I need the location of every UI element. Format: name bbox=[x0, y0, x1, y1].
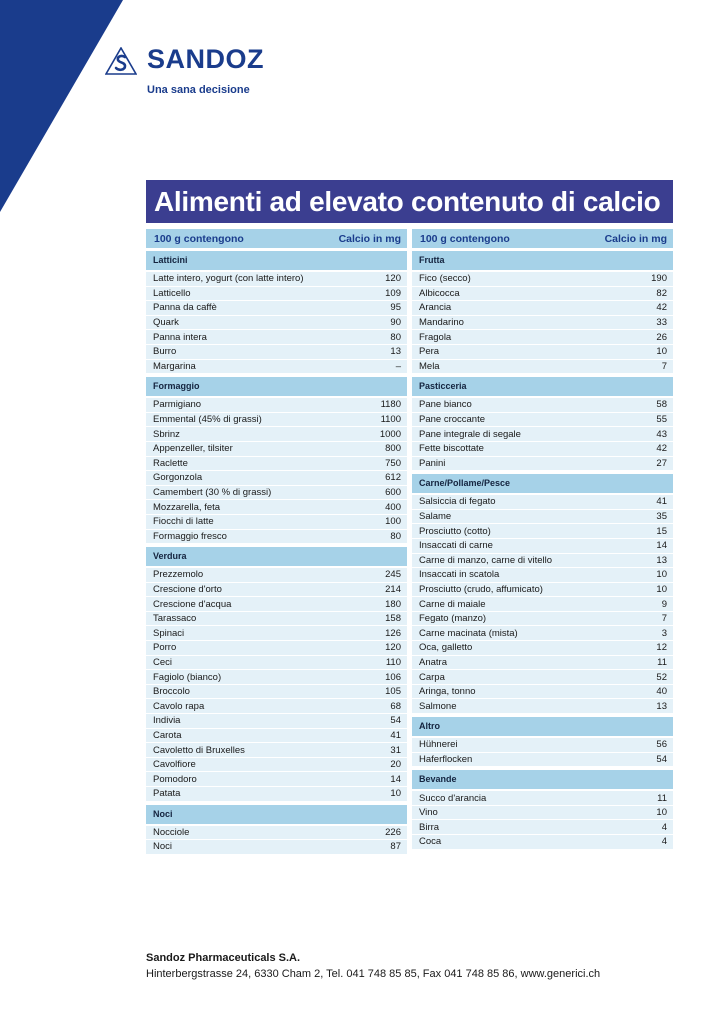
table-row bbox=[146, 840, 407, 855]
category-group bbox=[412, 251, 673, 374]
table-row bbox=[412, 345, 673, 360]
calcium-value: 43 bbox=[656, 428, 667, 440]
column-header bbox=[146, 229, 407, 248]
calcium-value: 110 bbox=[385, 656, 401, 668]
category-header: Bevande bbox=[412, 770, 673, 789]
food-name: Formaggio fresco bbox=[153, 530, 227, 542]
table-row bbox=[146, 612, 407, 627]
calcium-value: 14 bbox=[656, 540, 667, 552]
food-name: Succo d'arancia bbox=[419, 792, 487, 804]
food-name: Mela bbox=[419, 360, 440, 372]
category-header: Altro bbox=[412, 717, 673, 736]
food-name: Coca bbox=[419, 836, 442, 848]
calcium-value: 42 bbox=[656, 443, 667, 455]
calcium-value: 54 bbox=[656, 753, 667, 765]
food-name: Fette biscottate bbox=[419, 443, 484, 455]
calcium-value: – bbox=[395, 360, 401, 372]
table-row bbox=[412, 791, 673, 806]
category-header: Noci bbox=[146, 805, 407, 824]
calcium-value: 214 bbox=[385, 583, 401, 595]
calcium-value: 109 bbox=[385, 287, 401, 299]
table-row bbox=[412, 413, 673, 428]
table-row bbox=[412, 330, 673, 345]
food-name: Pane bianco bbox=[419, 399, 472, 411]
calcium-value: 7 bbox=[661, 613, 667, 625]
table-row bbox=[412, 568, 673, 583]
category-group bbox=[146, 547, 407, 802]
food-name: Gorgonzola bbox=[153, 472, 203, 484]
food-name: Panna da caffè bbox=[153, 302, 217, 314]
calcium-value: 800 bbox=[385, 443, 401, 455]
calcium-value: 612 bbox=[385, 472, 401, 484]
calcium-value: 7 bbox=[661, 360, 667, 372]
food-name: Tarassaco bbox=[153, 613, 197, 625]
food-name: Pane integrale di segale bbox=[419, 428, 521, 440]
calcium-value: 33 bbox=[656, 317, 667, 329]
table-row bbox=[146, 457, 407, 472]
calcium-value: 120 bbox=[385, 273, 401, 285]
food-name: Prezzemolo bbox=[153, 569, 204, 581]
table-row bbox=[412, 316, 673, 331]
table-row bbox=[412, 685, 673, 700]
table-row bbox=[412, 442, 673, 457]
food-name: Noci bbox=[153, 841, 173, 853]
table-row bbox=[412, 539, 673, 554]
food-name: Panna intera bbox=[153, 331, 207, 343]
table-row bbox=[146, 442, 407, 457]
table-row bbox=[412, 670, 673, 685]
food-name: Carne di maiale bbox=[419, 598, 486, 610]
food-name: Pane croccante bbox=[419, 414, 486, 426]
table-row bbox=[412, 612, 673, 627]
food-name: Aringa, tonno bbox=[419, 686, 476, 698]
category-group bbox=[146, 251, 407, 374]
food-name: Pomodoro bbox=[153, 773, 197, 785]
calcium-value: 56 bbox=[656, 739, 667, 751]
column-header-food: 100 g contengono bbox=[154, 232, 244, 245]
food-name: Sbrinz bbox=[153, 428, 180, 440]
table-row bbox=[412, 699, 673, 714]
food-name: Nocciole bbox=[153, 826, 190, 838]
food-name: Indivia bbox=[153, 715, 181, 727]
calcium-value: 13 bbox=[656, 554, 667, 566]
table-row bbox=[412, 656, 673, 671]
calcium-value: 10 bbox=[656, 569, 667, 581]
food-name: Porro bbox=[153, 642, 177, 654]
calcium-value: 41 bbox=[390, 729, 401, 741]
category-header: Latticini bbox=[146, 251, 407, 270]
food-name: Anatra bbox=[419, 656, 447, 668]
calcium-value: 52 bbox=[656, 671, 667, 683]
page-title: Alimenti ad elevato contenuto di calcio bbox=[146, 180, 673, 223]
food-name: Vino bbox=[419, 807, 438, 819]
category-group bbox=[146, 377, 407, 544]
category-group bbox=[412, 717, 673, 767]
calcium-value: 4 bbox=[661, 821, 667, 833]
table-row bbox=[146, 714, 407, 729]
calcium-value: 245 bbox=[385, 569, 401, 581]
food-name: Albicocca bbox=[419, 287, 460, 299]
calcium-value: 190 bbox=[651, 273, 667, 285]
calcium-value: 105 bbox=[385, 686, 401, 698]
food-name: Carne macinata (mista) bbox=[419, 627, 518, 639]
table-row bbox=[412, 272, 673, 287]
calcium-value: 40 bbox=[656, 686, 667, 698]
food-name: Insaccati in scatola bbox=[419, 569, 500, 581]
table-row bbox=[146, 826, 407, 841]
calcium-value: 600 bbox=[385, 487, 401, 499]
table-column-right bbox=[412, 229, 673, 853]
food-name: Panini bbox=[419, 457, 446, 469]
food-name: Raclette bbox=[153, 457, 188, 469]
calcium-value: 80 bbox=[390, 530, 401, 542]
table-row bbox=[146, 670, 407, 685]
table-row bbox=[146, 287, 407, 302]
table-row bbox=[412, 510, 673, 525]
food-name: Spinaci bbox=[153, 627, 185, 639]
calcium-value: 15 bbox=[656, 525, 667, 537]
category-header: Verdura bbox=[146, 547, 407, 566]
calcium-value: 13 bbox=[390, 346, 401, 358]
table-row bbox=[146, 330, 407, 345]
food-name: Parmigiano bbox=[153, 399, 202, 411]
calcium-value: 9 bbox=[661, 598, 667, 610]
table-row bbox=[412, 806, 673, 821]
table-row bbox=[412, 641, 673, 656]
food-name: Ceci bbox=[153, 656, 173, 668]
food-name: Fico (secco) bbox=[419, 273, 471, 285]
table-row bbox=[146, 583, 407, 598]
table-row bbox=[146, 272, 407, 287]
calcium-value: 27 bbox=[656, 457, 667, 469]
food-name: Salame bbox=[419, 511, 452, 523]
food-name: Fiocchi di latte bbox=[153, 516, 214, 528]
food-name: Hühnerei bbox=[419, 739, 458, 751]
calcium-value: 13 bbox=[656, 700, 667, 712]
food-name: Crescione d'orto bbox=[153, 583, 222, 595]
food-name: Fagiolo (bianco) bbox=[153, 671, 222, 683]
table-row bbox=[146, 530, 407, 545]
table-row bbox=[412, 301, 673, 316]
table-row bbox=[146, 787, 407, 802]
calcium-value: 35 bbox=[656, 511, 667, 523]
calcium-value: 31 bbox=[390, 744, 401, 756]
food-name: Salsiccia di fegato bbox=[419, 496, 496, 508]
calcium-value: 10 bbox=[656, 583, 667, 595]
category-header: Formaggio bbox=[146, 377, 407, 396]
calcium-value: 1000 bbox=[379, 428, 401, 440]
table-row bbox=[412, 597, 673, 612]
food-name: Broccolo bbox=[153, 686, 190, 698]
calcium-value: 12 bbox=[656, 642, 667, 654]
table-row bbox=[146, 772, 407, 787]
category-group bbox=[412, 770, 673, 849]
calcium-value: 4 bbox=[661, 836, 667, 848]
food-name: Fragola bbox=[419, 331, 452, 343]
food-name: Appenzeller, tilsiter bbox=[153, 443, 233, 455]
table-row bbox=[146, 360, 407, 375]
calcium-value: 80 bbox=[390, 331, 401, 343]
table-row bbox=[412, 398, 673, 413]
table-row bbox=[412, 287, 673, 302]
table-row bbox=[412, 753, 673, 768]
corner-decoration bbox=[0, 0, 125, 215]
table-row bbox=[146, 626, 407, 641]
table-row bbox=[146, 743, 407, 758]
table-row bbox=[146, 515, 407, 530]
category-group bbox=[412, 377, 673, 471]
calcium-value: 10 bbox=[390, 788, 401, 800]
food-name: Mandarino bbox=[419, 317, 464, 329]
food-name: Carota bbox=[153, 729, 182, 741]
footer-company: Sandoz Pharmaceuticals S.A. bbox=[146, 952, 301, 964]
table-row bbox=[412, 820, 673, 835]
calcium-value: 11 bbox=[657, 656, 667, 668]
calcium-value: 158 bbox=[385, 613, 401, 625]
table-row bbox=[146, 729, 407, 744]
table-row bbox=[146, 345, 407, 360]
calcium-value: 226 bbox=[385, 826, 401, 838]
table-column-left bbox=[146, 229, 407, 858]
calcium-value: 41 bbox=[656, 496, 667, 508]
table-row bbox=[146, 699, 407, 714]
table-row bbox=[412, 427, 673, 442]
food-name: Prosciutto (cotto) bbox=[419, 525, 491, 537]
table-row bbox=[146, 301, 407, 316]
calcium-value: 10 bbox=[656, 807, 667, 819]
sandoz-logo-icon bbox=[105, 47, 137, 75]
calcium-value: 55 bbox=[656, 414, 667, 426]
table-row bbox=[146, 500, 407, 515]
table-row bbox=[412, 360, 673, 375]
food-name: Oca, galletto bbox=[419, 642, 473, 654]
food-name: Crescione d'acqua bbox=[153, 598, 232, 610]
calcium-value: 90 bbox=[390, 317, 401, 329]
food-name: Pera bbox=[419, 346, 440, 358]
table-row bbox=[412, 495, 673, 510]
table-row bbox=[146, 413, 407, 428]
calcium-value: 126 bbox=[385, 627, 401, 639]
food-name: Arancia bbox=[419, 302, 452, 314]
calcium-value: 95 bbox=[390, 302, 401, 314]
food-name: Haferflocken bbox=[419, 753, 473, 765]
food-name: Fegato (manzo) bbox=[419, 613, 487, 625]
column-header-calcium: Calcio in mg bbox=[604, 232, 667, 245]
table-row bbox=[146, 486, 407, 501]
category-header: Frutta bbox=[412, 251, 673, 270]
calcium-value: 82 bbox=[656, 287, 667, 299]
food-name: Latticello bbox=[153, 287, 191, 299]
calcium-value: 54 bbox=[390, 715, 401, 727]
food-name: Latte intero, yogurt (con latte intero) bbox=[153, 273, 304, 285]
food-name: Margarina bbox=[153, 360, 196, 372]
brand-tagline: Una sana decisione bbox=[147, 84, 250, 96]
food-name: Cavolfiore bbox=[153, 759, 196, 771]
category-group bbox=[412, 474, 673, 714]
calcium-value: 14 bbox=[390, 773, 401, 785]
calcium-value: 180 bbox=[385, 598, 401, 610]
table-row bbox=[146, 656, 407, 671]
food-name: Carne di manzo, carne di vitello bbox=[419, 554, 553, 566]
table-row bbox=[146, 398, 407, 413]
table-row bbox=[412, 738, 673, 753]
calcium-value: 42 bbox=[656, 302, 667, 314]
category-header: Pasticceria bbox=[412, 377, 673, 396]
calcium-value: 58 bbox=[656, 399, 667, 411]
calcium-value: 26 bbox=[656, 331, 667, 343]
column-header-food: 100 g contengono bbox=[420, 232, 510, 245]
table-row bbox=[146, 427, 407, 442]
food-name: Prosciutto (crudo, affumicato) bbox=[419, 583, 543, 595]
food-name: Mozzarella, feta bbox=[153, 501, 221, 513]
food-name: Patata bbox=[153, 788, 181, 800]
food-name: Emmental (45% di grassi) bbox=[153, 414, 262, 426]
calcium-value: 87 bbox=[390, 841, 401, 853]
calcium-value: 3 bbox=[661, 627, 667, 639]
calcium-value: 750 bbox=[385, 457, 401, 469]
table-row bbox=[146, 685, 407, 700]
calcium-value: 120 bbox=[385, 642, 401, 654]
food-name: Quark bbox=[153, 317, 179, 329]
brand-name: SANDOZ bbox=[147, 44, 264, 74]
calcium-value: 106 bbox=[385, 671, 401, 683]
food-name: Carpa bbox=[419, 671, 445, 683]
category-header: Carne/Pollame/Pesce bbox=[412, 474, 673, 493]
food-name: Camembert (30 % di grassi) bbox=[153, 487, 272, 499]
footer-address: Hinterbergstrasse 24, 6330 Cham 2, Tel. 041 748 85 85, Fax 041 748 85 86, www.generici.ch bbox=[146, 968, 601, 980]
calcium-value: 100 bbox=[385, 516, 401, 528]
food-name: Cavolo rapa bbox=[153, 700, 205, 712]
table-row bbox=[412, 554, 673, 569]
food-name: Salmone bbox=[419, 700, 457, 712]
table-row bbox=[412, 835, 673, 850]
calcium-value: 20 bbox=[390, 759, 401, 771]
calcium-value: 1100 bbox=[380, 414, 401, 426]
table-row bbox=[412, 457, 673, 472]
table-row bbox=[146, 758, 407, 773]
calcium-value: 11 bbox=[657, 792, 667, 804]
table-row bbox=[412, 583, 673, 598]
calcium-value: 10 bbox=[656, 346, 667, 358]
calcium-value: 68 bbox=[390, 700, 401, 712]
food-name: Insaccati di carne bbox=[419, 540, 493, 552]
food-name: Burro bbox=[153, 346, 177, 358]
calcium-value: 1180 bbox=[380, 399, 401, 411]
table-row bbox=[146, 316, 407, 331]
table-row bbox=[412, 626, 673, 641]
table-row bbox=[146, 597, 407, 612]
table-row bbox=[412, 524, 673, 539]
food-name: Cavoletto di Bruxelles bbox=[153, 744, 245, 756]
category-group bbox=[146, 805, 407, 855]
table-row bbox=[146, 641, 407, 656]
column-header bbox=[412, 229, 673, 248]
food-name: Birra bbox=[419, 821, 440, 833]
calcium-value: 400 bbox=[385, 501, 401, 513]
table-row bbox=[146, 568, 407, 583]
table-row bbox=[146, 471, 407, 486]
column-header-calcium: Calcio in mg bbox=[338, 232, 401, 245]
